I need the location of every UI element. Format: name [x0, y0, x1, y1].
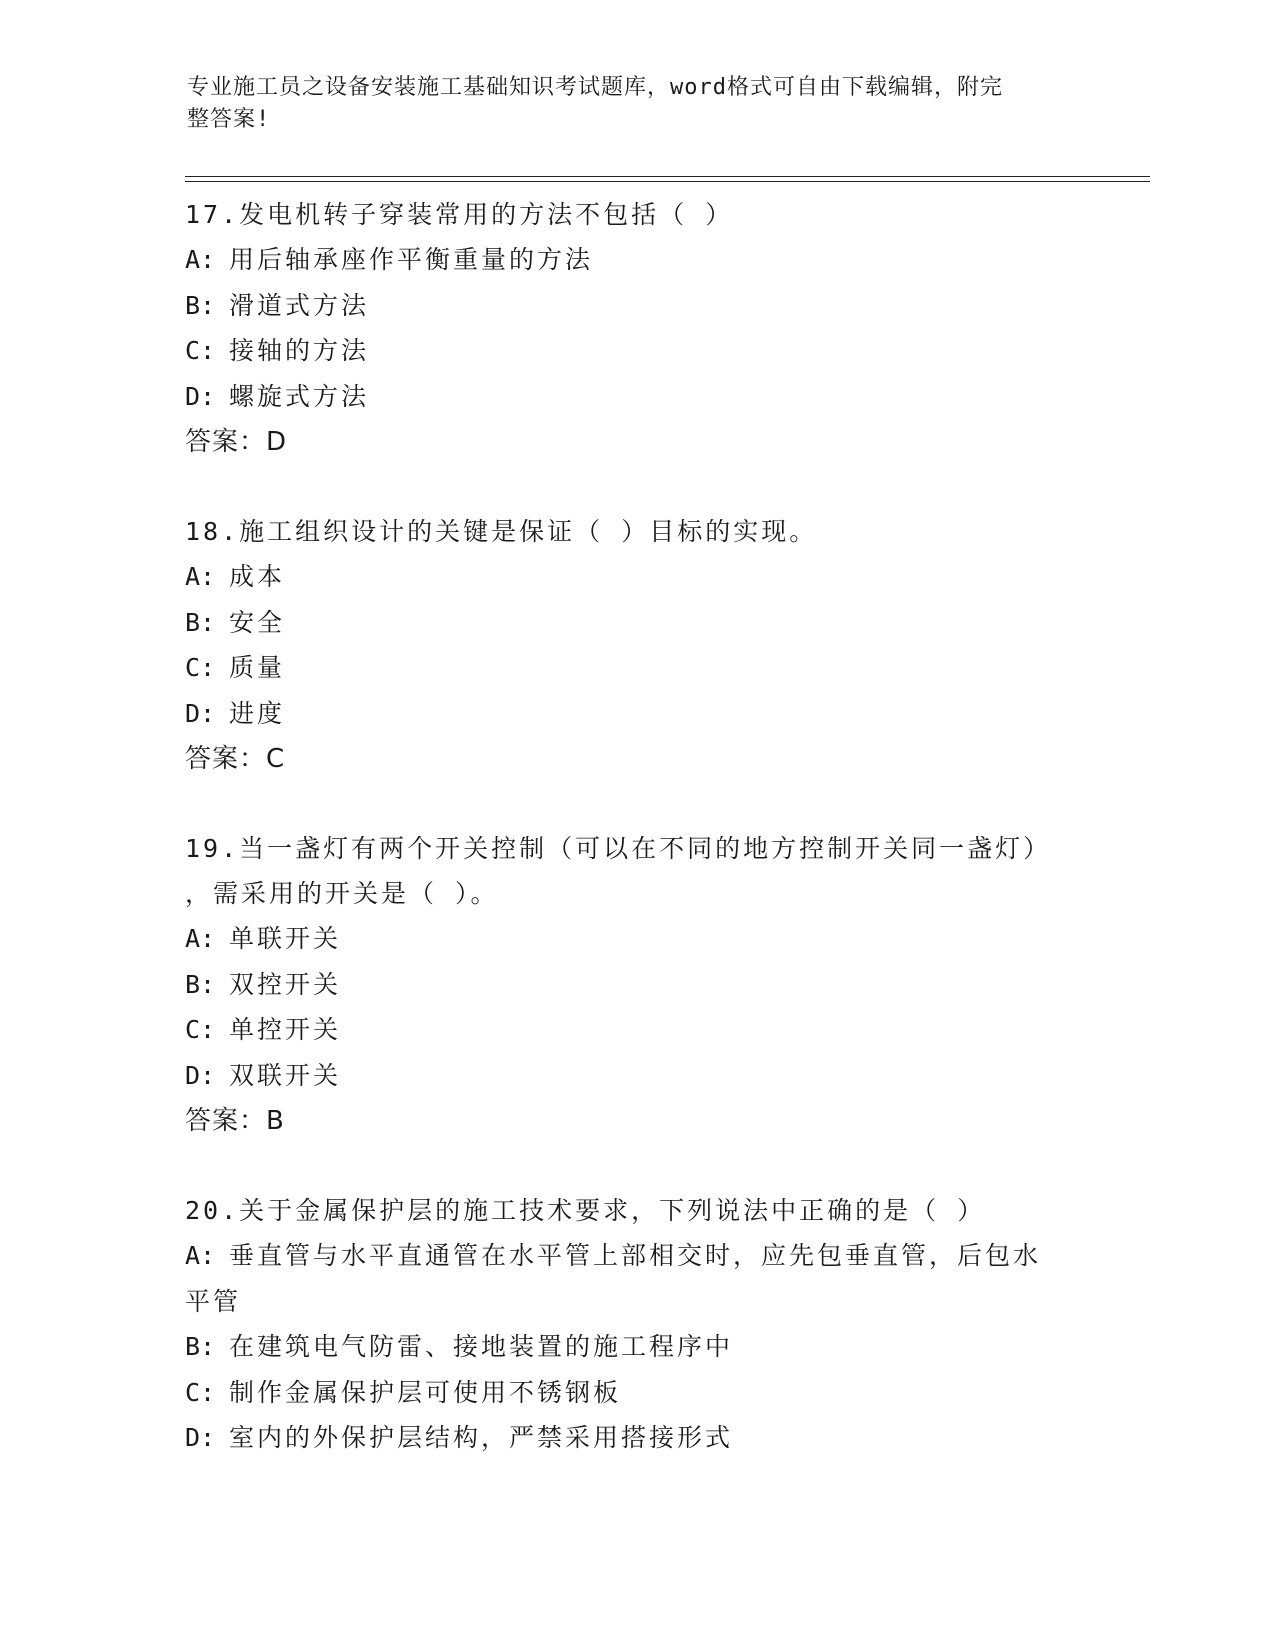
option-letter: B: [185, 290, 216, 320]
option-b [185, 962, 1085, 1008]
option-text: 质量 [229, 653, 286, 682]
question-stem: 20.关于金属保护层的施工技术要求，下列说法中正确的是（ ） [185, 1196, 986, 1225]
question-stem: 18.施工组织设计的关键是保证（ ）目标的实现。 [185, 517, 818, 546]
question-stem: 17.发电机转子穿装常用的方法不包括（ ） [185, 200, 734, 229]
option-text: 垂直管与水平直通管在水平管上部相交时，应先包垂直管，后包水 [229, 1241, 1042, 1270]
option-a [185, 1233, 1085, 1279]
option-letter: D: [185, 698, 216, 728]
header-line-2: 整答案! [187, 107, 271, 132]
answer-line: 答案：D [185, 427, 288, 457]
option-text: 双联开关 [229, 1060, 342, 1090]
option-letter: C: [185, 1015, 216, 1044]
option-letter: D: [185, 1423, 216, 1452]
header-divider-bottom [185, 181, 1150, 182]
spacer [185, 465, 1085, 509]
question-stem: 19.当一盏灯有两个开关控制（可以在不同的地方控制开关同一盏灯） [185, 834, 1052, 863]
option-b [185, 1324, 1085, 1370]
option-text: 单控开关 [229, 1015, 342, 1044]
option-letter: D: [185, 1060, 216, 1090]
question-stem-continuation: ，需采用的开关是（ ）。 [185, 879, 499, 908]
option-c [185, 1007, 1085, 1053]
option-text: 接轴的方法 [229, 336, 370, 365]
question-18 [185, 509, 1085, 782]
option-b [185, 600, 1085, 646]
option-c [185, 645, 1085, 691]
spacer [185, 782, 1085, 826]
option-text: 安全 [229, 607, 286, 637]
option-c [185, 328, 1085, 374]
header-line-1: 专业施工员之设备安装施工基础知识考试题库，word格式可自由下载编辑，附完 [187, 75, 1003, 100]
option-letter: A: [185, 1241, 216, 1270]
question-list [185, 192, 1085, 1461]
spacer [185, 1144, 1085, 1188]
question-20 [185, 1188, 1085, 1461]
option-d [185, 1415, 1085, 1461]
option-text: 滑道式方法 [229, 290, 370, 320]
option-text: 螺旋式方法 [229, 381, 370, 411]
option-text: 成本 [229, 562, 286, 591]
option-letter: B: [185, 969, 216, 999]
option-letter: A: [185, 245, 216, 274]
option-text: 在建筑电气防雷、接地装置的施工程序中 [229, 1332, 734, 1361]
option-a [185, 554, 1085, 600]
option-letter: B: [185, 1332, 216, 1361]
option-text: 进度 [229, 698, 286, 728]
option-text: 双控开关 [229, 969, 342, 999]
option-a [185, 237, 1085, 283]
option-d [185, 1053, 1085, 1099]
option-d [185, 374, 1085, 420]
question-19 [185, 826, 1085, 1144]
option-text: 单联开关 [229, 924, 342, 953]
option-letter: D: [185, 381, 216, 411]
option-c [185, 1370, 1085, 1416]
option-a [185, 916, 1085, 962]
answer-line: 答案：B [185, 1106, 285, 1136]
option-letter: C: [185, 1377, 216, 1407]
option-letter: A: [185, 562, 216, 591]
question-17 [185, 192, 1085, 465]
option-text: 用后轴承座作平衡重量的方法 [229, 245, 594, 274]
option-letter: B: [185, 607, 216, 637]
answer-line: 答案：C [185, 744, 286, 774]
option-text: 室内的外保护层结构，严禁采用搭接形式 [229, 1423, 734, 1452]
option-a-continuation: 平管 [185, 1286, 242, 1316]
option-text: 制作金属保护层可使用不锈钢板 [229, 1377, 622, 1407]
option-d [185, 691, 1085, 737]
option-letter: C: [185, 336, 216, 365]
option-letter: C: [185, 653, 216, 682]
option-letter: A: [185, 924, 216, 953]
option-b [185, 283, 1085, 329]
document-header [187, 72, 1067, 136]
header-divider-top [185, 176, 1150, 177]
